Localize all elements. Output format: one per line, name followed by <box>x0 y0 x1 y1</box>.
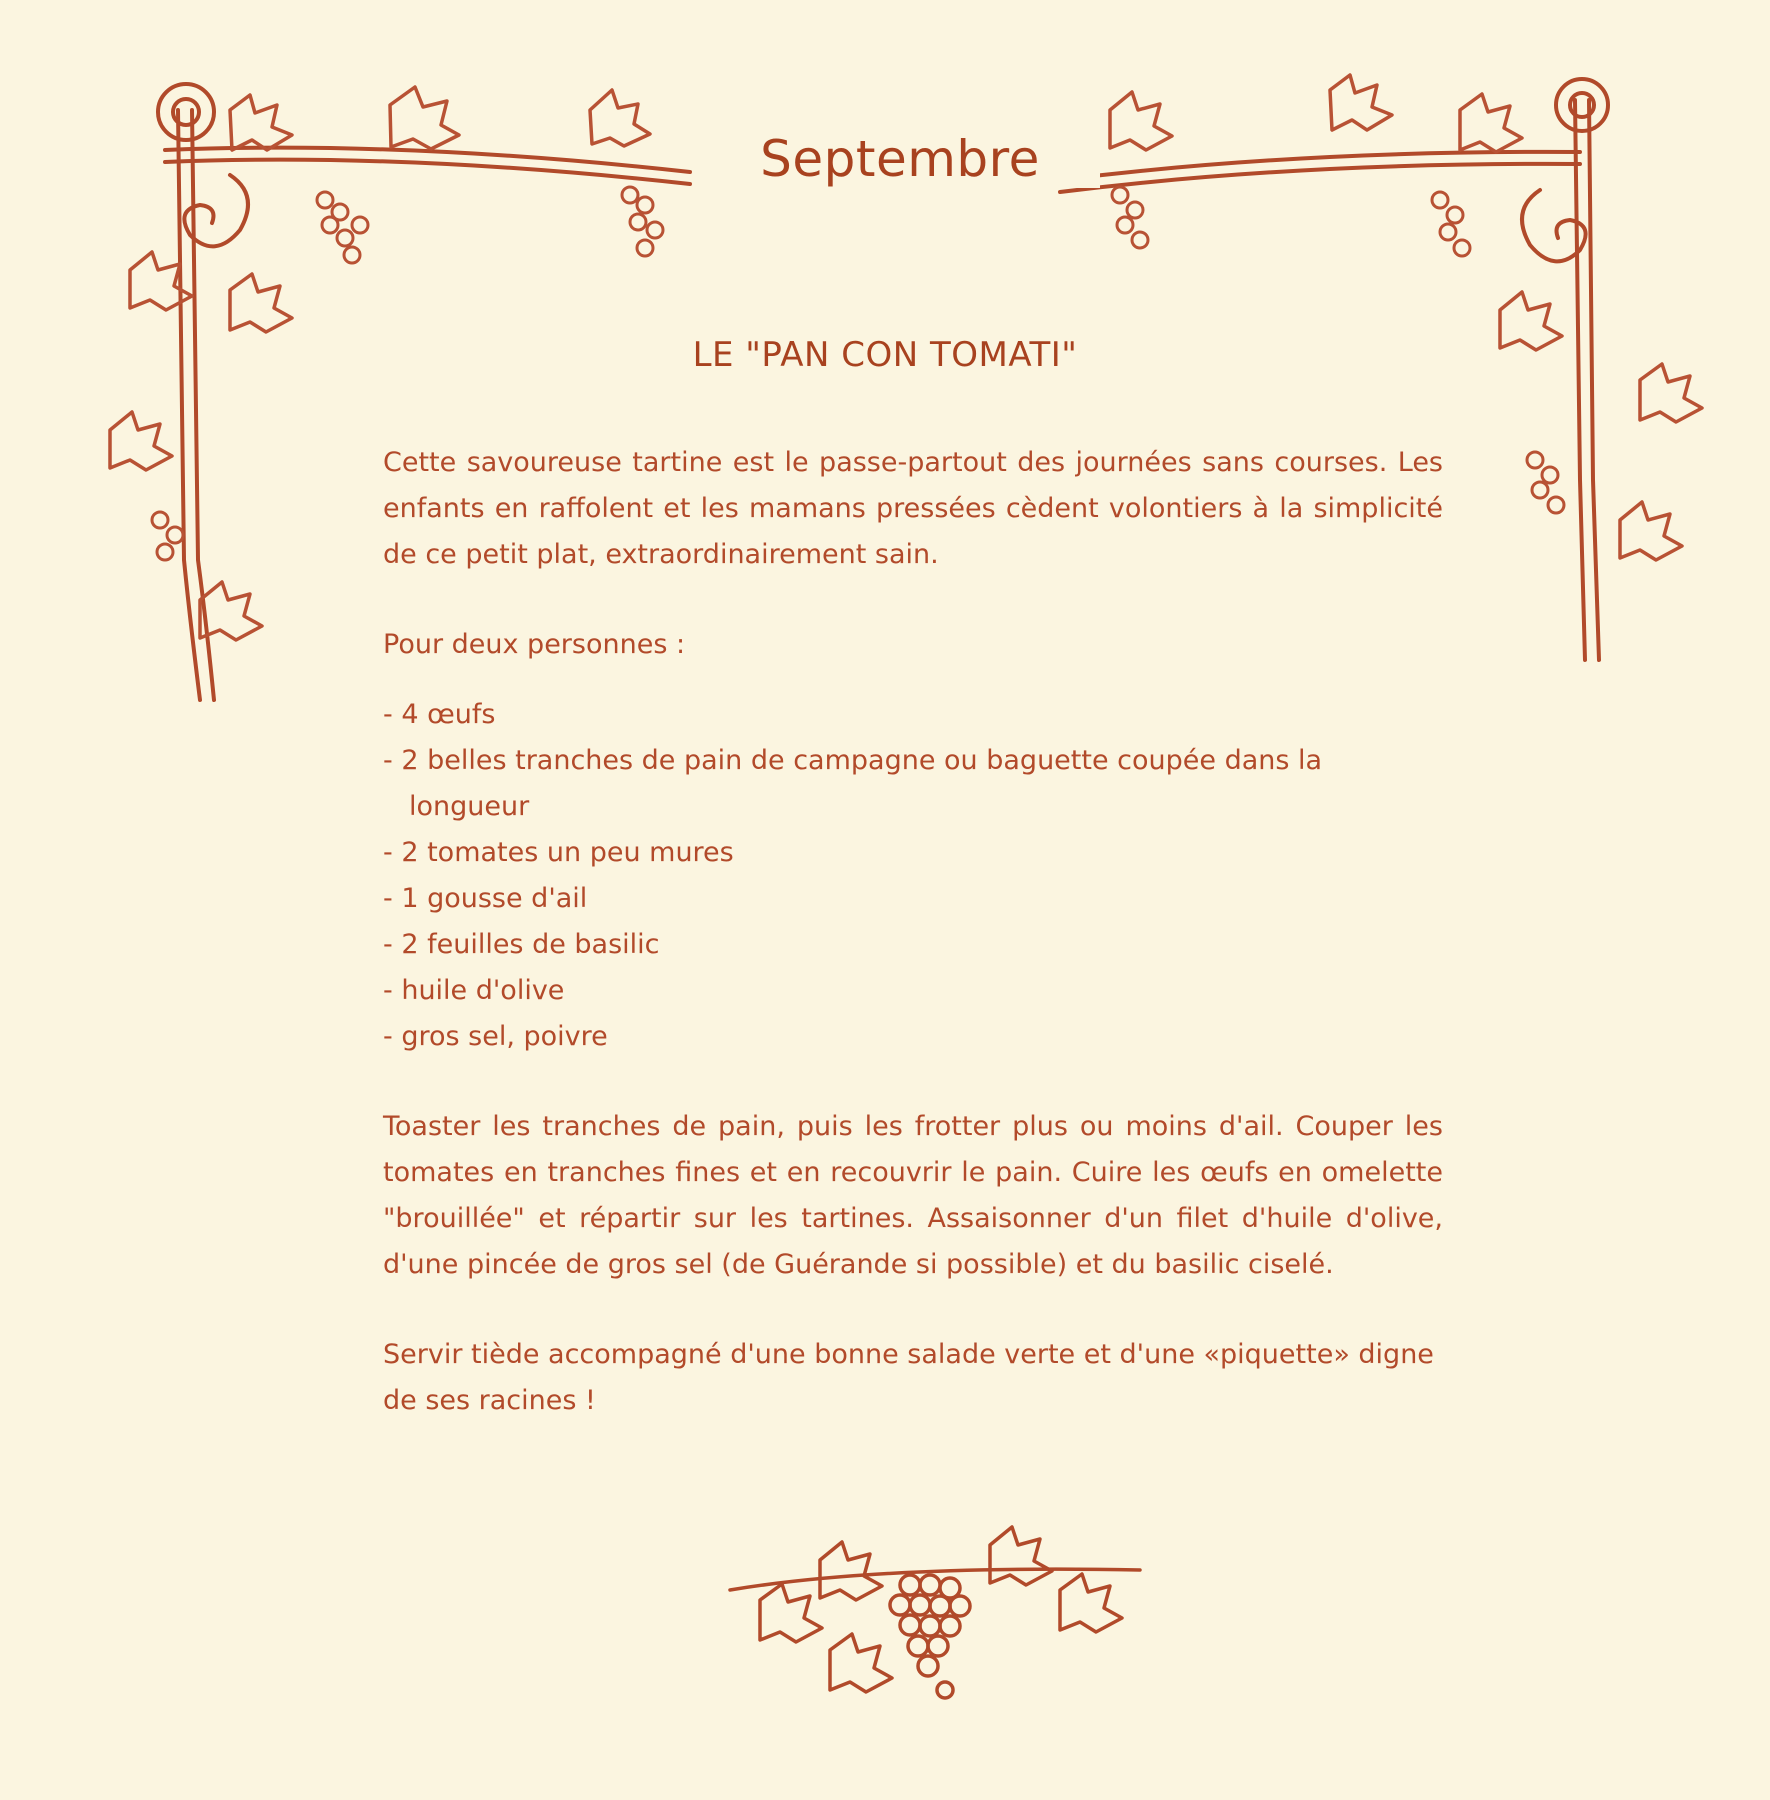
ingredient-item: - 2 belles tranches de pain de campagne ou baguette coupée dans la longueur <box>383 738 1419 830</box>
ingredient-item: - huile d'olive <box>383 968 1443 1014</box>
ingredient-item: - 1 gousse d'ail <box>383 876 1443 922</box>
servings-line: Pour deux personnes : <box>383 629 686 660</box>
ingredient-list <box>383 692 1443 1060</box>
ingredient-item: - 2 feuilles de basilic <box>383 922 1443 968</box>
recipe-intro: Cette savoureuse tartine est le passe-partout des journées sans courses. Les enfants en raffolent et les mamans pressées cèdent volontiers à la simplicité de ce petit plat, extraordinairement sain. <box>383 447 1443 570</box>
serving-note: Servir tiède accompagné d'une bonne salade verte et d'une «piquette» digne de ses racines ! <box>383 1339 1434 1416</box>
recipe-body <box>383 440 1443 1424</box>
ingredient-item: - gros sel, poivre <box>383 1014 1443 1060</box>
recipe-title: LE "PAN CON TOMATI" <box>692 335 1078 375</box>
ingredient-item: - 2 tomates un peu mures <box>383 830 1443 876</box>
recipe-instructions: Toaster les tranches de pain, puis les frotter plus ou moins d'ail. Couper les tomates en tranches fines et en recouvrir le pain. Cuire les œufs en omelette "brouillée" et répartir sur les tartines. Assaisonner d'un filet d'huile d'olive, d'une pincée de gros sel (de Guérande si possible) et du basilic ciselé. <box>383 1111 1443 1280</box>
ingredient-item: - 4 œufs <box>383 692 1443 738</box>
month-title: Septembre <box>700 130 1100 188</box>
